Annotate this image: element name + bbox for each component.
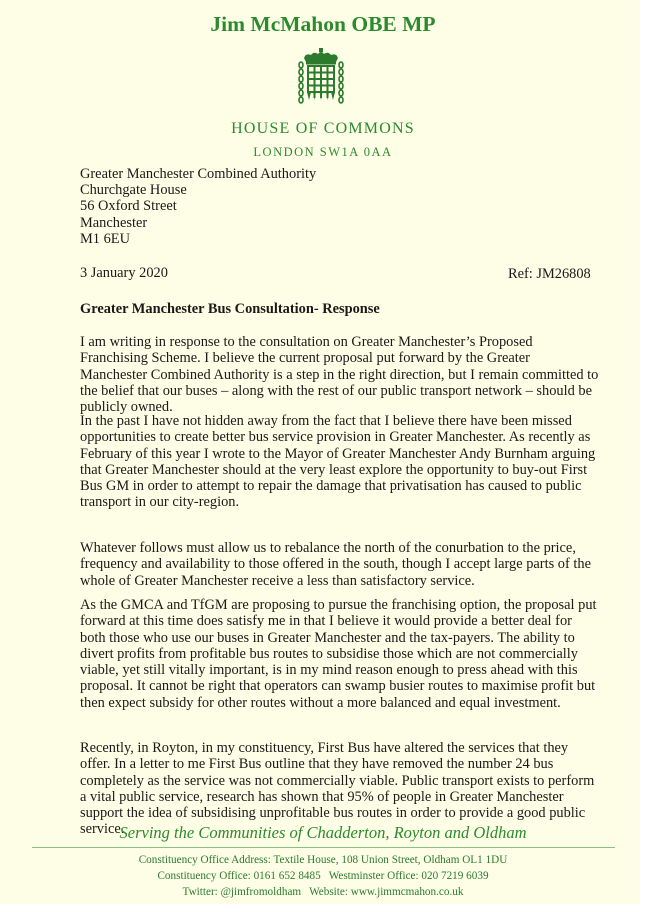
institution-name: HOUSE OF COMMONS — [231, 120, 415, 137]
footer-divider — [32, 847, 615, 848]
institution-address: LONDON SW1A 0AA — [253, 145, 393, 159]
footer-constituency-phone: Constituency Office: 0161 652 8485 — [157, 870, 321, 882]
body-paragraph: In the past I have not hidden away from the fact that I believe there have been missed opportunities to create better bus service provision in Greater Manchester. As recently as February of this year I wrote to the Mayor of Greater Manchester Andy Burnham arguing that Greater Manchester should at the very least explore the opportunity to buy-out First Bus GM in order to attempt to repair the damage that privatisation has caused to public transport in our city-region. — [80, 413, 596, 511]
footer-online — [0, 884, 646, 900]
footer-office-address: Constituency Office Address: Textile House, 108 Union Street, Oldham OL1 1DU — [138, 854, 508, 866]
recipient-line: Churchgate House — [80, 182, 187, 199]
recipient-line: 56 Oxford Street — [80, 198, 177, 215]
recipient-address — [80, 166, 316, 247]
body-paragraph: I am writing in response to the consultation on Greater Manchester’s Proposed Franchising Scheme. I believe the current proposal put forward by the Greater Manchester Combined Authority is a step in the right direction, but I remain committed to the belief that our buses – along with the rest of our public transport network – should be publicly owned. — [80, 334, 599, 416]
footer-twitter: Twitter: @jimfromoldham — [182, 886, 302, 898]
letter-subject: Greater Manchester Bus Consultation- Response — [80, 301, 380, 317]
letter-date: 3 January 2020 — [80, 265, 168, 281]
footer-tagline: Serving the Communities of Chadderton, Royton and Oldham — [119, 823, 527, 842]
footer-westminster-phone: Westminster Office: 020 7219 6039 — [328, 870, 489, 882]
mp-name: Jim McMahon OBE MP — [210, 12, 436, 36]
recipient-line: Greater Manchester Combined Authority — [80, 166, 317, 182]
portcullis-crest-icon — [296, 48, 346, 104]
body-paragraph: Whatever follows must allow us to rebalance the north of the conurbation to the price, frequency and availability to those offered in the south, though I accept large parts of the whole of Greater Manchester receive a less than satisfactory service. — [80, 540, 591, 589]
footer-contact — [0, 852, 646, 900]
body-paragraph: As the GMCA and TfGM are proposing to pursue the franchising option, the proposal put forward at this time does satisfy me in that I believe it would provide a better deal for both those who use our buses in Greater Manchester and the tax-payers. The ability to divert profits from profitable bus routes to subsidise those which are not commercially viable, yet still vitally important, is in my mind reason enough to press ahead with this proposal. It cannot be right that operators can swamp busier routes to maximise profit but then expect subsidy for other routes without a more balanced and equal investment. — [80, 597, 597, 711]
body-paragraph: Recently, in Royton, in my constituency, First Bus have altered the services that they offer. In a letter to me First Bus outline that they have removed the number 24 bus completely as the service was not commercially viable. Public transport exists to perform a vital public service, research has shown that 95% of people in Greater Manchester support the idea of subsidising unprofitable bus routes in order to provide a good public service. — [80, 740, 595, 838]
footer-website: Website: www.jimmcmahon.co.uk — [309, 886, 464, 898]
recipient-line: M1 6EU — [80, 230, 130, 247]
letter-reference: Ref: JM26808 — [508, 266, 591, 282]
recipient-line: Manchester — [80, 214, 148, 231]
footer-phones — [0, 868, 646, 884]
